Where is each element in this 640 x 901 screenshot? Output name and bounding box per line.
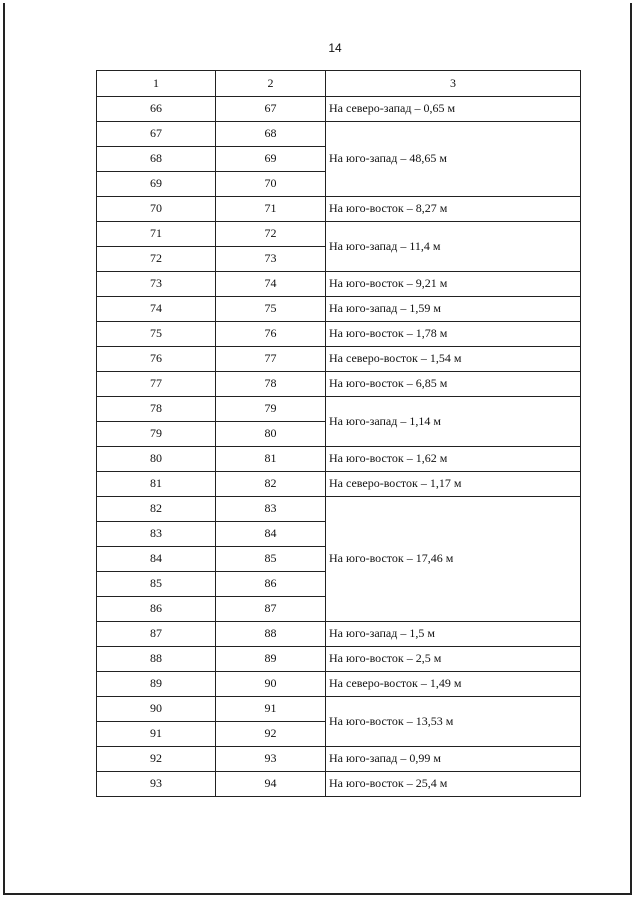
boundary-table bbox=[96, 70, 581, 797]
point-to-cell: 86 bbox=[216, 572, 326, 597]
table-row bbox=[97, 97, 581, 122]
point-to-cell: 77 bbox=[216, 347, 326, 372]
point-to-cell: 88 bbox=[216, 622, 326, 647]
point-to-cell: 75 bbox=[216, 297, 326, 322]
point-from-cell: 78 bbox=[97, 397, 216, 422]
point-to-cell: 67 bbox=[216, 97, 326, 122]
direction-distance-cell: На юго-запад – 1,5 м bbox=[326, 622, 581, 647]
table-row bbox=[97, 297, 581, 322]
point-to-cell: 94 bbox=[216, 772, 326, 797]
direction-distance-cell: На юго-запад – 11,4 м bbox=[326, 222, 581, 272]
point-from-cell: 83 bbox=[97, 522, 216, 547]
point-to-cell: 71 bbox=[216, 197, 326, 222]
table-header-row bbox=[97, 71, 581, 97]
point-from-cell: 89 bbox=[97, 672, 216, 697]
point-to-cell: 89 bbox=[216, 647, 326, 672]
direction-distance-cell: На юго-запад – 1,59 м bbox=[326, 297, 581, 322]
direction-distance-cell: На юго-запад – 0,99 м bbox=[326, 747, 581, 772]
direction-distance-cell: На юго-запад – 48,65 м bbox=[326, 122, 581, 197]
table-row bbox=[97, 372, 581, 397]
direction-distance-cell: На юго-восток – 9,21 м bbox=[326, 272, 581, 297]
point-to-cell: 82 bbox=[216, 472, 326, 497]
point-from-cell: 76 bbox=[97, 347, 216, 372]
point-to-cell: 72 bbox=[216, 222, 326, 247]
point-from-cell: 87 bbox=[97, 622, 216, 647]
point-from-cell: 67 bbox=[97, 122, 216, 147]
header-col-3: 3 bbox=[326, 71, 581, 97]
direction-distance-cell: На юго-восток – 2,5 м bbox=[326, 647, 581, 672]
point-from-cell: 82 bbox=[97, 497, 216, 522]
point-from-cell: 90 bbox=[97, 697, 216, 722]
point-to-cell: 83 bbox=[216, 497, 326, 522]
table-row bbox=[97, 747, 581, 772]
point-to-cell: 74 bbox=[216, 272, 326, 297]
point-from-cell: 92 bbox=[97, 747, 216, 772]
point-to-cell: 79 bbox=[216, 397, 326, 422]
point-to-cell: 84 bbox=[216, 522, 326, 547]
point-to-cell: 91 bbox=[216, 697, 326, 722]
direction-distance-cell: На северо-запад – 0,65 м bbox=[326, 97, 581, 122]
point-to-cell: 93 bbox=[216, 747, 326, 772]
direction-distance-cell: На юго-восток – 25,4 м bbox=[326, 772, 581, 797]
table-row bbox=[97, 772, 581, 797]
direction-distance-cell: На юго-восток – 1,62 м bbox=[326, 447, 581, 472]
table-row bbox=[97, 497, 581, 522]
point-to-cell: 73 bbox=[216, 247, 326, 272]
point-from-cell: 74 bbox=[97, 297, 216, 322]
point-to-cell: 80 bbox=[216, 422, 326, 447]
point-to-cell: 81 bbox=[216, 447, 326, 472]
point-from-cell: 84 bbox=[97, 547, 216, 572]
point-from-cell: 73 bbox=[97, 272, 216, 297]
point-from-cell: 91 bbox=[97, 722, 216, 747]
point-from-cell: 88 bbox=[97, 647, 216, 672]
point-from-cell: 81 bbox=[97, 472, 216, 497]
table-row bbox=[97, 447, 581, 472]
direction-distance-cell: На юго-восток – 13,53 м bbox=[326, 697, 581, 747]
table-row bbox=[97, 222, 581, 247]
point-to-cell: 68 bbox=[216, 122, 326, 147]
point-to-cell: 87 bbox=[216, 597, 326, 622]
direction-distance-cell: На северо-восток – 1,54 м bbox=[326, 347, 581, 372]
table-row bbox=[97, 622, 581, 647]
table-row bbox=[97, 347, 581, 372]
direction-distance-cell: На северо-восток – 1,49 м bbox=[326, 672, 581, 697]
direction-distance-cell: На юго-восток – 1,78 м bbox=[326, 322, 581, 347]
point-from-cell: 77 bbox=[97, 372, 216, 397]
table-row bbox=[97, 197, 581, 222]
point-to-cell: 90 bbox=[216, 672, 326, 697]
point-to-cell: 85 bbox=[216, 547, 326, 572]
point-to-cell: 78 bbox=[216, 372, 326, 397]
point-from-cell: 69 bbox=[97, 172, 216, 197]
table-row bbox=[97, 697, 581, 722]
point-from-cell: 72 bbox=[97, 247, 216, 272]
table-row bbox=[97, 322, 581, 347]
point-to-cell: 70 bbox=[216, 172, 326, 197]
point-from-cell: 85 bbox=[97, 572, 216, 597]
point-to-cell: 92 bbox=[216, 722, 326, 747]
table-row bbox=[97, 122, 581, 147]
point-to-cell: 76 bbox=[216, 322, 326, 347]
direction-distance-cell: На юго-восток – 8,27 м bbox=[326, 197, 581, 222]
direction-distance-cell: На юго-восток – 6,85 м bbox=[326, 372, 581, 397]
point-from-cell: 93 bbox=[97, 772, 216, 797]
point-from-cell: 86 bbox=[97, 597, 216, 622]
table-row bbox=[97, 647, 581, 672]
point-from-cell: 68 bbox=[97, 147, 216, 172]
direction-distance-cell: На юго-восток – 17,46 м bbox=[326, 497, 581, 622]
point-from-cell: 75 bbox=[97, 322, 216, 347]
table-row bbox=[97, 272, 581, 297]
direction-distance-cell: На северо-восток – 1,17 м bbox=[326, 472, 581, 497]
page-number: 14 bbox=[328, 41, 342, 55]
table-row bbox=[97, 672, 581, 697]
point-to-cell: 69 bbox=[216, 147, 326, 172]
header-col-1: 1 bbox=[97, 71, 216, 97]
table-row bbox=[97, 472, 581, 497]
point-from-cell: 80 bbox=[97, 447, 216, 472]
point-from-cell: 66 bbox=[97, 97, 216, 122]
point-from-cell: 79 bbox=[97, 422, 216, 447]
direction-distance-cell: На юго-запад – 1,14 м bbox=[326, 397, 581, 447]
point-from-cell: 70 bbox=[97, 197, 216, 222]
point-from-cell: 71 bbox=[97, 222, 216, 247]
header-col-2: 2 bbox=[216, 71, 326, 97]
table-row bbox=[97, 397, 581, 422]
